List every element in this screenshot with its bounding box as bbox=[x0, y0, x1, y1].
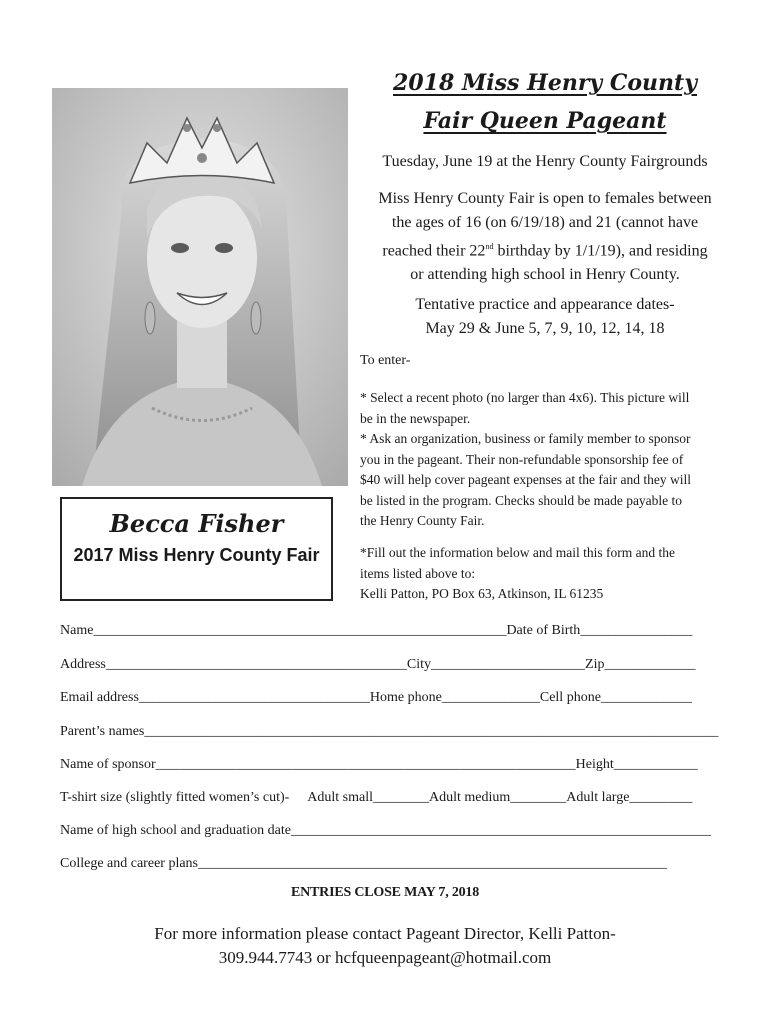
instruction-line: items listed above to: bbox=[360, 565, 476, 581]
city-label: City bbox=[406, 657, 432, 672]
contact-line-1: For more information please contact Pageant Director, Kelli Patton- bbox=[154, 924, 616, 943]
instruction-line: * Select a recent photo (no larger than 4x6). This picture will bbox=[360, 390, 690, 405]
portrait-photo bbox=[52, 88, 348, 486]
instruction-line: * Ask an organization, business or family member to sponsor bbox=[360, 431, 691, 446]
adult-small-field[interactable]: ________ bbox=[373, 790, 430, 805]
eligibility-line: the ages of 16 (on 6/19/18) and 21 (cannot have bbox=[391, 214, 699, 231]
name-field[interactable]: ___________________________________________________________ bbox=[93, 623, 507, 638]
form-row-high-school bbox=[60, 822, 730, 840]
adult-large-field[interactable]: _________ bbox=[629, 790, 693, 805]
adult-medium-field[interactable]: ________ bbox=[510, 790, 567, 805]
home-phone-field[interactable]: ______________ bbox=[441, 690, 540, 705]
eligibility-text bbox=[362, 187, 728, 287]
name-label: Name bbox=[60, 623, 94, 638]
zip-label: Zip bbox=[585, 657, 605, 672]
form-row-tshirt bbox=[60, 789, 730, 807]
practice-date-list: May 29 & June 5, 7, 9, 10, 12, 14, 18 bbox=[425, 320, 665, 337]
contact-line-2: 309.944.7743 or hcfqueenpageant@hotmail.com bbox=[218, 948, 552, 967]
height-field[interactable]: ____________ bbox=[613, 757, 698, 772]
college-label: College and career plans bbox=[60, 856, 198, 871]
instruction-line: *Fill out the information below and mail this form and the bbox=[360, 545, 675, 560]
entry-instructions bbox=[360, 388, 730, 532]
practice-dates bbox=[362, 293, 728, 341]
tshirt-label: T-shirt size (slightly fitted women’s cut)- bbox=[60, 790, 290, 805]
form-row-college bbox=[60, 855, 730, 873]
event-date: Tuesday, June 19 at the Henry County Fairgrounds bbox=[382, 153, 708, 170]
cell-phone-label: Cell phone bbox=[539, 690, 601, 705]
to-enter-label: To enter- bbox=[360, 353, 411, 368]
winner-title: 2017 Miss Henry County Fair bbox=[73, 545, 320, 565]
entries-deadline: ENTRIES CLOSE MAY 7, 2018 bbox=[290, 885, 480, 900]
form-row-parents bbox=[60, 723, 730, 741]
parents-label: Parent’s names bbox=[60, 724, 145, 739]
title-line-1: 2018 Miss Henry County bbox=[393, 70, 697, 96]
sponsor-label: Name of sponsor bbox=[60, 757, 156, 772]
eligibility-text-part: reached their 22 bbox=[382, 242, 486, 260]
sponsor-field[interactable]: ____________________________________________________________ bbox=[155, 757, 576, 772]
mailing-address: Kelli Patton, PO Box 63, Atkinson, IL 61235 bbox=[360, 586, 604, 601]
form-row-address bbox=[60, 656, 730, 674]
adult-large-label: Adult large bbox=[566, 790, 630, 805]
adult-small-label: Adult small bbox=[307, 790, 374, 805]
address-field[interactable]: ___________________________________________ bbox=[105, 657, 407, 672]
dob-label: Date of Birth bbox=[506, 623, 581, 638]
city-field[interactable]: ______________________ bbox=[431, 657, 586, 672]
zip-field[interactable]: _____________ bbox=[604, 657, 696, 672]
winner-name: Becca Fisher bbox=[109, 509, 284, 538]
page-title bbox=[362, 64, 728, 140]
home-phone-label: Home phone bbox=[369, 690, 442, 705]
email-field[interactable]: _________________________________ bbox=[138, 690, 370, 705]
email-label: Email address bbox=[60, 690, 139, 705]
instruction-line: $40 will help cover pageant expenses at the fair and they will bbox=[360, 472, 692, 487]
high-school-field[interactable]: ____________________________________________________________ bbox=[290, 823, 711, 838]
cell-phone-field[interactable]: _____________ bbox=[600, 690, 692, 705]
contact-info bbox=[0, 922, 770, 970]
portrait-illustration bbox=[52, 88, 348, 486]
eligibility-line bbox=[362, 235, 728, 263]
title-line-2: Fair Queen Pageant bbox=[423, 108, 667, 134]
form-row-name bbox=[60, 622, 730, 640]
eligibility-text-part: birthday by 1/1/19), and residing bbox=[493, 242, 708, 260]
eligibility-line: or attending high school in Henry County. bbox=[410, 266, 680, 284]
parents-field[interactable]: __________________________________________________________________________________ bbox=[144, 724, 719, 739]
ordinal-suffix: nd bbox=[485, 242, 494, 251]
form-row-sponsor bbox=[60, 756, 730, 774]
winner-caption-box bbox=[60, 497, 333, 601]
instruction-line: be listed in the program. Checks should be made payable to bbox=[360, 492, 683, 508]
instruction-line: you in the pageant. Their non-refundable sponsorship fee of bbox=[360, 451, 684, 467]
dob-field[interactable]: ________________ bbox=[580, 623, 693, 638]
college-field[interactable]: ___________________________________________________________________ bbox=[198, 856, 667, 871]
practice-label: Tentative practice and appearance dates- bbox=[415, 296, 675, 313]
height-label: Height bbox=[575, 757, 614, 772]
mailing-instructions bbox=[360, 543, 730, 605]
address-label: Address bbox=[60, 657, 106, 672]
form-row-contact bbox=[60, 689, 730, 707]
instruction-line: the Henry County Fair. bbox=[360, 513, 485, 528]
eligibility-line: Miss Henry County Fair is open to females between bbox=[378, 190, 712, 207]
high-school-label: Name of high school and graduation date bbox=[60, 823, 291, 838]
adult-medium-label: Adult medium bbox=[429, 790, 511, 805]
instruction-line: be in the newspaper. bbox=[360, 410, 471, 426]
